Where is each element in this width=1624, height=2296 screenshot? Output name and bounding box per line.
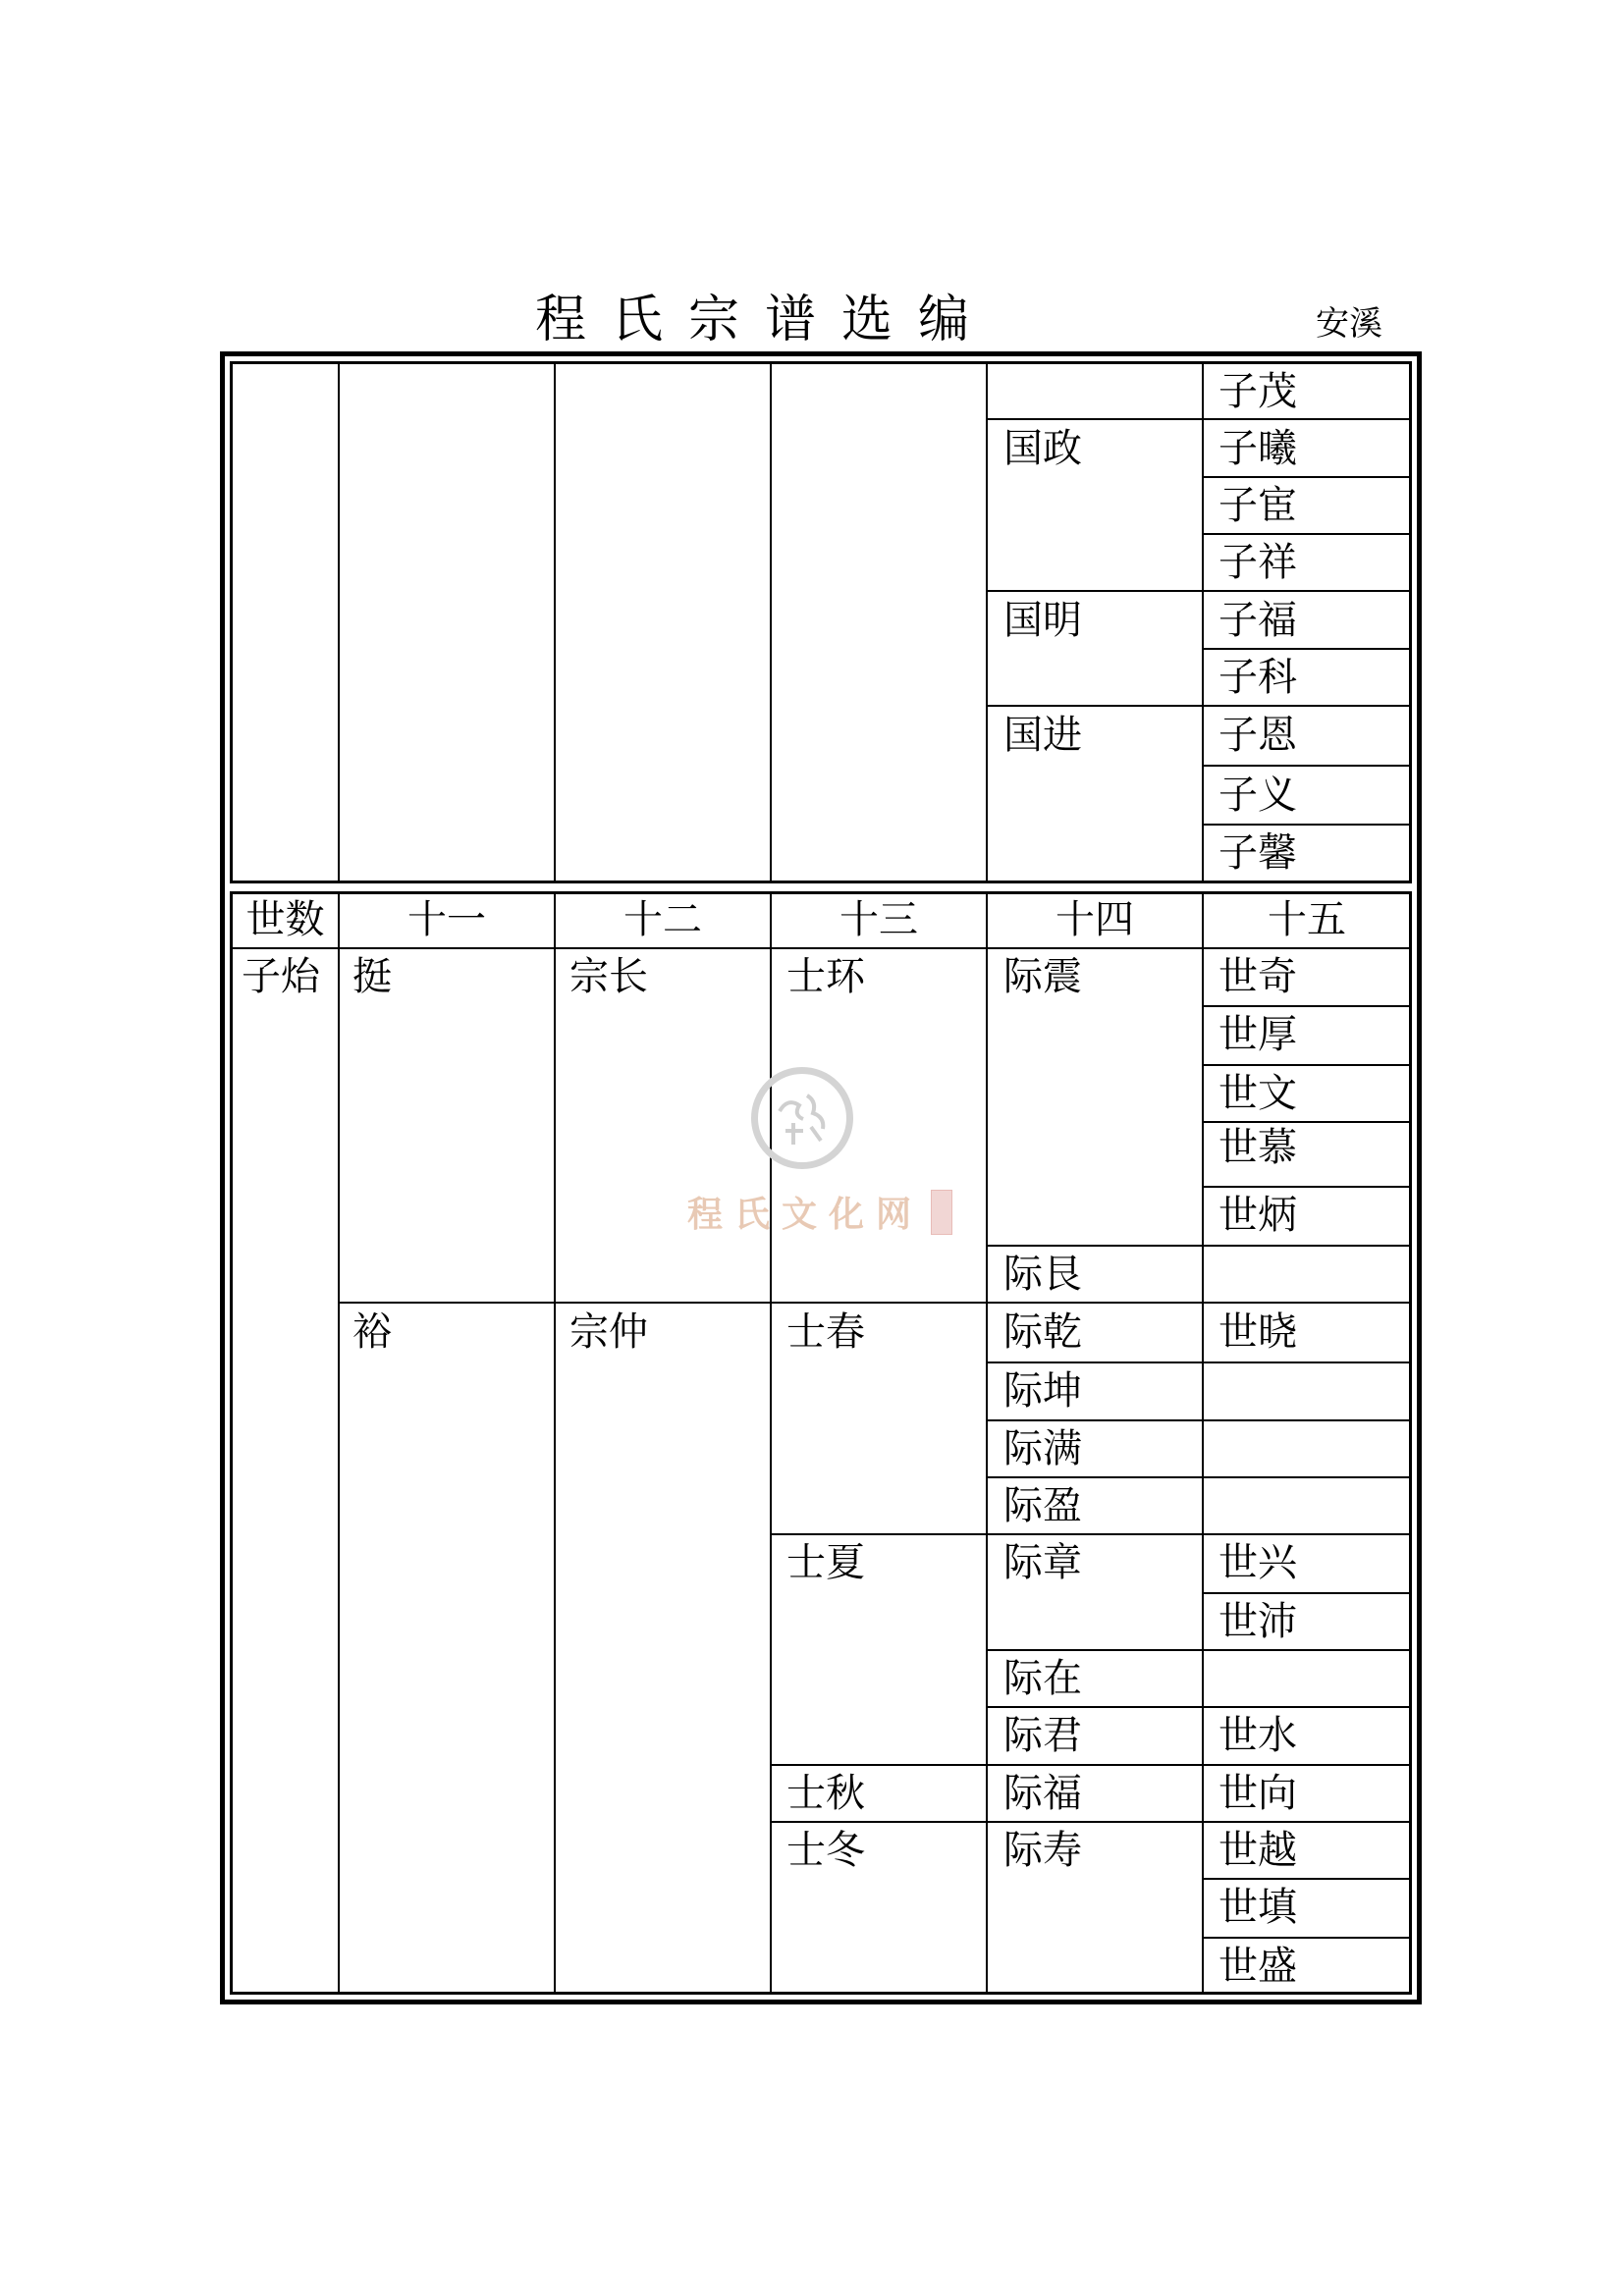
row-divider bbox=[1202, 1592, 1410, 1594]
row-divider bbox=[986, 1362, 1204, 1363]
name-cell: 子炲 bbox=[242, 954, 320, 999]
row-divider bbox=[1202, 1533, 1410, 1535]
row-divider bbox=[1202, 1245, 1410, 1247]
name-cell: 子馨 bbox=[1218, 830, 1297, 876]
row-divider bbox=[986, 705, 1204, 707]
name-cell: 际在 bbox=[1003, 1656, 1082, 1701]
row-divider bbox=[338, 1302, 772, 1304]
column-divider bbox=[554, 361, 556, 883]
name-cell: 挺 bbox=[352, 954, 392, 999]
name-cell: 宗长 bbox=[569, 954, 648, 999]
name-cell: 际福 bbox=[1003, 1771, 1082, 1816]
column-divider bbox=[770, 891, 772, 1995]
row-divider bbox=[986, 1649, 1204, 1651]
name-cell: 裕 bbox=[352, 1309, 392, 1355]
row-divider bbox=[986, 1302, 1204, 1304]
generation-header: 十五 bbox=[1268, 897, 1346, 942]
row-divider bbox=[1202, 1937, 1410, 1939]
name-cell: 际君 bbox=[1003, 1713, 1082, 1758]
name-cell: 子义 bbox=[1218, 773, 1297, 818]
row-divider bbox=[1202, 1302, 1410, 1304]
row-divider bbox=[1202, 1121, 1410, 1123]
row-divider bbox=[1202, 1064, 1410, 1066]
row-divider bbox=[770, 1302, 988, 1304]
row-divider bbox=[986, 418, 1204, 420]
row-divider bbox=[986, 1821, 1204, 1823]
row-divider bbox=[1202, 1764, 1410, 1766]
name-cell: 子茂 bbox=[1218, 369, 1297, 414]
row-divider bbox=[986, 1245, 1204, 1247]
row-divider bbox=[1202, 418, 1410, 420]
name-cell: 国明 bbox=[1003, 598, 1082, 643]
name-cell: 世文 bbox=[1218, 1071, 1297, 1116]
column-divider bbox=[1202, 891, 1204, 1995]
row-divider bbox=[1202, 1419, 1410, 1421]
row-divider bbox=[1202, 476, 1410, 478]
name-cell: 士夏 bbox=[786, 1540, 865, 1585]
name-cell: 世厚 bbox=[1218, 1012, 1297, 1057]
row-divider bbox=[770, 1533, 988, 1535]
name-cell: 际坤 bbox=[1003, 1368, 1082, 1414]
column-divider bbox=[986, 891, 988, 1995]
page-title: 程氏宗谱选编 bbox=[535, 291, 996, 349]
name-cell: 宗仲 bbox=[569, 1309, 648, 1355]
name-cell: 世越 bbox=[1218, 1828, 1297, 1873]
name-cell: 世慕 bbox=[1218, 1125, 1297, 1170]
name-cell: 际震 bbox=[1003, 954, 1082, 999]
name-cell: 际艮 bbox=[1003, 1252, 1082, 1297]
column-divider bbox=[554, 891, 556, 1995]
region-label: 安溪 bbox=[1316, 304, 1382, 344]
row-divider bbox=[986, 1764, 1204, 1766]
row-divider bbox=[1202, 1005, 1410, 1007]
row-divider bbox=[1202, 1821, 1410, 1823]
row-divider bbox=[1202, 824, 1410, 826]
name-cell: 世奇 bbox=[1218, 954, 1297, 999]
name-cell: 国政 bbox=[1003, 426, 1082, 471]
name-cell: 士冬 bbox=[786, 1828, 865, 1873]
row-divider bbox=[1202, 1362, 1410, 1363]
row-divider bbox=[1202, 648, 1410, 650]
generation-header: 十四 bbox=[1056, 897, 1134, 942]
name-cell: 世填 bbox=[1218, 1885, 1297, 1930]
watermark-text: 程氏文化网 bbox=[687, 1194, 924, 1235]
row-divider bbox=[1202, 1186, 1410, 1188]
name-cell: 士环 bbox=[786, 954, 865, 999]
header-divider bbox=[232, 947, 1410, 949]
column-divider bbox=[770, 361, 772, 883]
name-cell: 际章 bbox=[1003, 1540, 1082, 1585]
name-cell: 世炳 bbox=[1218, 1193, 1297, 1238]
name-cell: 世向 bbox=[1218, 1771, 1297, 1816]
name-cell: 世晓 bbox=[1218, 1309, 1297, 1355]
row-divider bbox=[1202, 1878, 1410, 1880]
name-cell: 世兴 bbox=[1218, 1540, 1297, 1585]
column-divider bbox=[338, 361, 340, 883]
name-cell: 国进 bbox=[1003, 713, 1082, 758]
name-cell: 际寿 bbox=[1003, 1828, 1082, 1873]
column-divider bbox=[338, 891, 340, 1995]
name-cell: 际满 bbox=[1003, 1426, 1082, 1471]
name-cell: 子祥 bbox=[1218, 540, 1297, 585]
column-divider bbox=[1202, 361, 1204, 883]
name-cell: 子恩 bbox=[1218, 713, 1297, 758]
name-cell: 子科 bbox=[1218, 655, 1297, 700]
row-divider bbox=[1202, 1706, 1410, 1708]
generation-header: 十一 bbox=[407, 897, 486, 942]
watermark-stamp-icon bbox=[931, 1190, 952, 1235]
name-cell: 世水 bbox=[1218, 1713, 1297, 1758]
row-divider bbox=[986, 1533, 1204, 1535]
name-cell: 际乾 bbox=[1003, 1309, 1082, 1355]
generation-header: 世数 bbox=[245, 897, 325, 942]
row-divider bbox=[1202, 1476, 1410, 1478]
name-cell: 际盈 bbox=[1003, 1483, 1082, 1528]
row-divider bbox=[986, 1476, 1204, 1478]
row-divider bbox=[1202, 590, 1410, 592]
name-cell: 世沛 bbox=[1218, 1599, 1297, 1644]
name-cell: 士秋 bbox=[786, 1771, 865, 1816]
row-divider bbox=[770, 1821, 988, 1823]
name-cell: 士春 bbox=[786, 1309, 865, 1355]
name-cell: 子福 bbox=[1218, 598, 1297, 643]
row-divider bbox=[1202, 705, 1410, 707]
row-divider bbox=[986, 590, 1204, 592]
name-cell: 子曦 bbox=[1218, 426, 1297, 471]
name-cell: 子宦 bbox=[1218, 483, 1297, 528]
name-cell: 世盛 bbox=[1218, 1944, 1297, 1989]
generation-header: 十三 bbox=[839, 897, 918, 942]
generation-header: 十二 bbox=[623, 897, 702, 942]
row-divider bbox=[1202, 765, 1410, 767]
row-divider bbox=[1202, 1649, 1410, 1651]
column-divider bbox=[986, 361, 988, 883]
watermark-seal-icon bbox=[751, 1067, 853, 1169]
row-divider bbox=[770, 1764, 988, 1766]
row-divider bbox=[986, 1419, 1204, 1421]
row-divider bbox=[986, 1706, 1204, 1708]
row-divider bbox=[1202, 533, 1410, 535]
